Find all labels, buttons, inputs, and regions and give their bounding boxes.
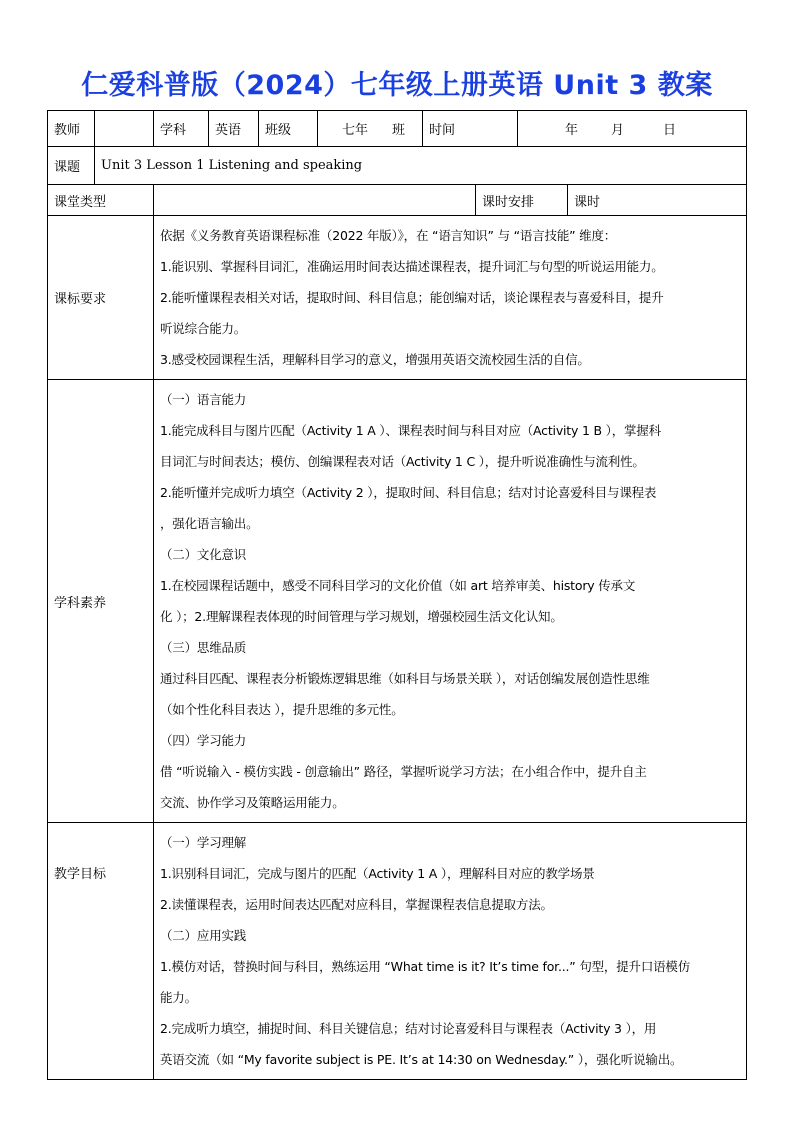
objectives-line: 英语交流（如 “My favorite subject is PE. It’s at 14:30 on Wednesday.” ），强化听说输出。: [160, 1052, 683, 1067]
literacy-line: （如个性化科目表达 ），提升思维的多元性。: [160, 702, 404, 717]
schedule-label: 课时安排: [476, 185, 568, 216]
time-label: 时间: [423, 111, 518, 147]
objectives-line: 能力。: [160, 990, 197, 1005]
subject-value[interactable]: 英语: [209, 111, 259, 147]
literacy-line: ，强化语言输出。: [160, 516, 259, 531]
subject-label: 学科: [154, 111, 209, 147]
literacy-heading: （三）思维品质: [160, 640, 247, 655]
literacy-content: [154, 380, 747, 823]
objectives-content: [154, 823, 747, 1080]
objectives-heading: （二）应用实践: [160, 928, 247, 943]
literacy-line: 目词汇与时间表达；模仿、创编课程表对话（Activity 1 C ），提升听说准确性与流利性。: [160, 454, 645, 469]
objectives-line: 1.识别科目词汇，完成与图片的匹配（Activity 1 A ），理解科目对应的教学场景: [160, 866, 595, 881]
literacy-line: 借 “听说输入 - 模仿实践 - 创意输出” 路径，掌握听说学习方法；在小组合作中，提升自主: [160, 764, 647, 779]
day-label: 日: [663, 123, 677, 138]
literacy-line: 化 ）；2.理解课程表体现的时间管理与学习规划，增强校园生活文化认知。: [160, 609, 563, 624]
literacy-line: 2.能听懂并完成听力填空（Activity 2 ），提取时间、科目信息；结对讨论喜爱科目与课程表: [160, 485, 657, 500]
objectives-line: 2.读懂课程表，运用时间表达匹配对应科目，掌握课程表信息提取方法。: [160, 897, 553, 912]
literacy-label: 学科素养: [48, 380, 154, 823]
class-type-row: [48, 185, 747, 216]
lesson-plan-table: [47, 110, 747, 1080]
year-label: 年: [565, 123, 579, 138]
date-value[interactable]: [518, 111, 747, 147]
standards-content: [154, 216, 747, 380]
class-suffix: 班: [392, 123, 406, 138]
standards-label: 课标要求: [48, 216, 154, 380]
topic-value[interactable]: Unit 3 Lesson 1 Listening and speaking: [95, 147, 747, 185]
class-value[interactable]: [318, 111, 423, 147]
objectives-label: 教学目标: [48, 823, 154, 1080]
literacy-line: 1.在校园课程话题中，感受不同科目学习的文化价值（如 art 培养审美、history 传承文: [160, 578, 636, 593]
literacy-line: 交流、协作学习及策略运用能力。: [160, 795, 345, 810]
standards-line: 听说综合能力。: [160, 321, 247, 336]
schedule-value[interactable]: 课时: [568, 185, 747, 216]
class-type-value[interactable]: [154, 185, 476, 216]
objectives-row: [48, 823, 747, 1080]
literacy-line: 1.能完成科目与图片匹配（Activity 1 A ）、课程表时间与科目对应（Activity 1 B ），掌握科: [160, 423, 661, 438]
topic-label: 课题: [48, 147, 95, 185]
literacy-row: [48, 380, 747, 823]
class-type-label: 课堂类型: [48, 185, 154, 216]
teacher-value[interactable]: [95, 111, 154, 147]
grade-text: 七年: [341, 123, 368, 138]
standards-line: 1.能识别、掌握科目词汇，准确运用时间表达描述课程表，提升词汇与句型的听说运用能力。: [160, 259, 664, 274]
objectives-line: 2.完成听力填空，捕捉时间、科目关键信息；结对讨论喜爱科目与课程表（Activity 3 ），用: [160, 1021, 657, 1036]
standards-line: 2.能听懂课程表相关对话，提取时间、科目信息；能创编对话，谈论课程表与喜爱科目，提升: [160, 290, 664, 305]
objectives-heading: （一）学习理解: [160, 835, 247, 850]
teacher-label: 教师: [48, 111, 95, 147]
page-title: 仁爱科普版（2024）七年级上册英语 Unit 3 教案: [81, 70, 713, 101]
literacy-heading: （一）语言能力: [160, 392, 247, 407]
standards-line: 依据《义务教育英语课程标准（2022 年版）》，在 “语言知识” 与 “语言技能” 维度：: [160, 228, 617, 243]
standards-line: 3.感受校园课程生活，理解科目学习的意义，增强用英语交流校园生活的自信。: [160, 352, 590, 367]
month-label: 月: [611, 123, 625, 138]
standards-row: [48, 216, 747, 380]
objectives-line: 1.模仿对话，替换时间与科目，熟练运用 “What time is it? It’s time for...” 句型，提升口语模仿: [160, 959, 691, 974]
class-label: 班级: [259, 111, 318, 147]
literacy-line: 通过科目匹配、课程表分析锻炼逻辑思维（如科目与场景关联 ），对话创编发展创造性思维: [160, 671, 650, 686]
literacy-heading: （四）学习能力: [160, 733, 247, 748]
topic-row: [48, 147, 747, 185]
header-row: [48, 111, 747, 147]
literacy-heading: （二）文化意识: [160, 547, 247, 562]
